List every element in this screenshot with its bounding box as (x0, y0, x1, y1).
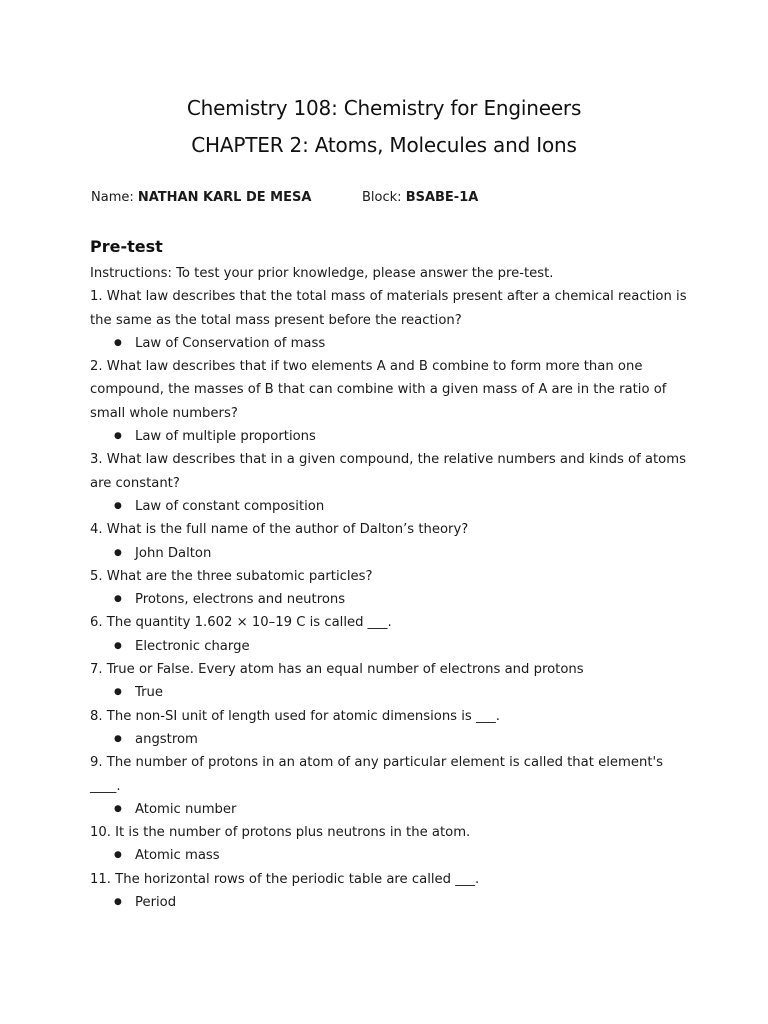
answer-item (90, 588, 690, 611)
question-text: 5. What are the three subatomic particles? (90, 568, 373, 584)
answer-item (90, 635, 690, 658)
question-text: 10. It is the number of protons plus neutrons in the atom. (90, 825, 471, 841)
bullet-icon: ● (114, 803, 122, 814)
answer-item (90, 495, 690, 518)
course-title: Chemistry 108: Chemistry for Engineers (186, 96, 582, 120)
instructions-text: Instructions: To test your prior knowledge, please answer the pre-test. (90, 266, 554, 281)
answer-text: angstrom (135, 731, 198, 747)
student-name-field (91, 190, 311, 205)
question-text: 11. The horizontal rows of the periodic table are called ___. (90, 871, 480, 887)
bullet-icon: ● (114, 547, 122, 558)
question-text: 4. What is the full name of the author of Dalton’s theory? (90, 522, 469, 538)
answer-text: Atomic mass (135, 848, 220, 864)
bullet-icon: ● (114, 850, 122, 861)
block-label: Block: (362, 190, 402, 205)
question-text: 8. The non-SI unit of length used for atomic dimensions is ___. (90, 708, 500, 724)
bullet-icon: ● (114, 431, 122, 442)
question-text: 3. What law describes that in a given compound, the relative numbers and kinds of atoms are constant? (90, 452, 686, 491)
chapter-title: CHAPTER 2: Atoms, Molecules and Ions (191, 133, 577, 157)
question-text: 6. The quantity 1.602 × 10–19 C is called ___. (90, 615, 392, 631)
bullet-icon: ● (114, 687, 122, 698)
answer-text: True (135, 685, 164, 701)
answer-item (90, 844, 690, 867)
section-heading: Pre-test (90, 237, 163, 256)
bullet-icon: ● (114, 594, 122, 605)
name-label: Name: (91, 190, 134, 205)
answer-text: Law of multiple proportions (135, 429, 316, 445)
bullet-icon: ● (114, 500, 122, 511)
answer-item (90, 681, 690, 704)
answer-item (90, 798, 690, 821)
answer-item (90, 425, 690, 448)
answer-text: Period (135, 895, 177, 911)
pretest-content (90, 262, 690, 914)
answer-text: Protons, electrons and neutrons (135, 592, 346, 608)
answer-text: Law of Conservation of mass (135, 335, 326, 351)
answer-text: John Dalton (135, 545, 212, 561)
bullet-icon: ● (114, 337, 122, 348)
answer-text: Atomic number (135, 801, 237, 817)
question-text: 7. True or False. Every atom has an equal number of electrons and protons (90, 662, 584, 678)
block-value: BSABE-1A (405, 190, 479, 205)
question-text: 1. What law describes that the total mass of materials present after a chemical reaction is the same as the total mass present before the reaction? (90, 289, 687, 328)
answer-text: Electronic charge (135, 638, 250, 654)
answer-text: Law of constant composition (135, 498, 325, 514)
answer-item (90, 728, 690, 751)
name-value: NATHAN KARL DE MESA (137, 190, 312, 205)
answer-item (90, 891, 690, 914)
question-list (90, 285, 690, 914)
bullet-icon: ● (114, 733, 122, 744)
answer-item (90, 332, 690, 355)
block-field (362, 190, 478, 205)
bullet-icon: ● (114, 640, 122, 651)
question-text: 2. What law describes that if two elements A and B combine to form more than one compound, the masses of B that can combine with a given mass of A are in the ratio of small whole numbers? (90, 359, 667, 421)
bullet-icon: ● (114, 897, 122, 908)
answer-item (90, 542, 690, 565)
question-text: 9. The number of protons in an atom of any particular element is called that element's ____. (90, 755, 663, 794)
